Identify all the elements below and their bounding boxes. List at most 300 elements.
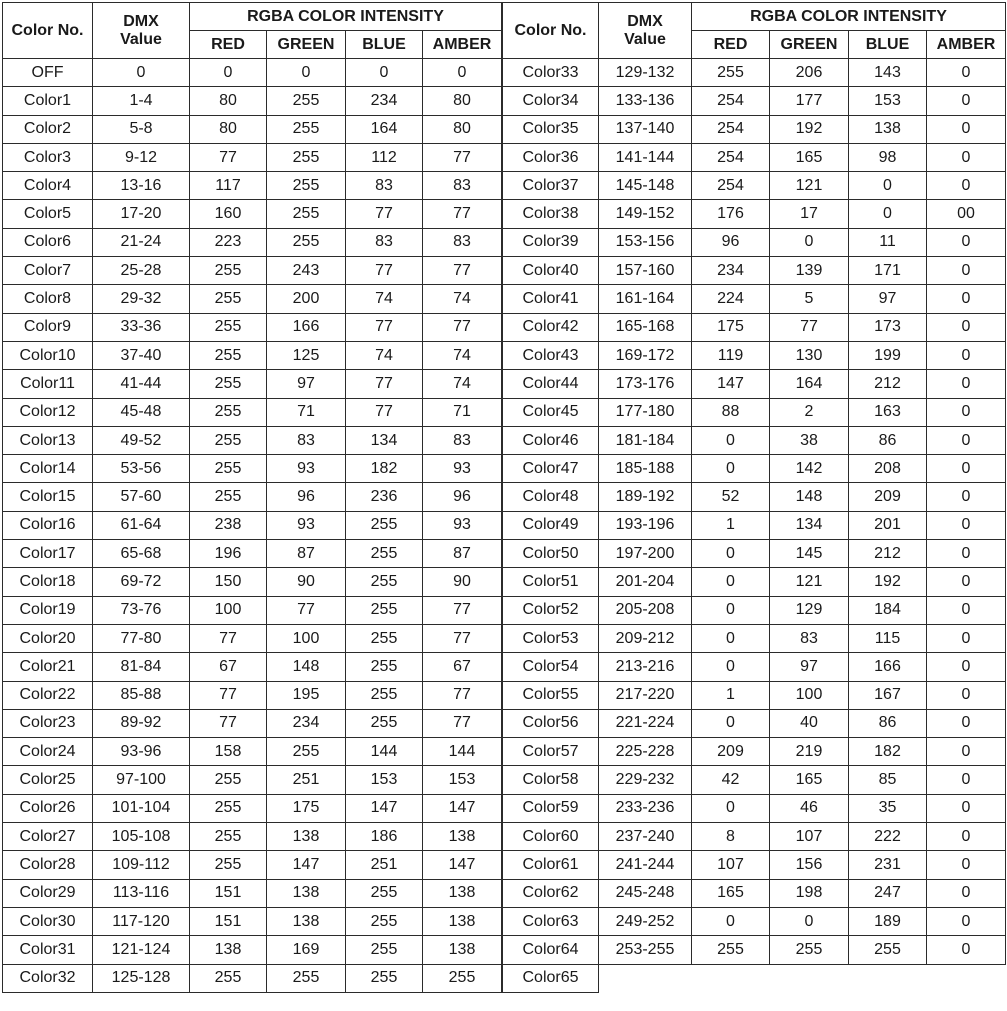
cell-red: 234 — [692, 257, 770, 285]
cell-red: 52 — [692, 483, 770, 511]
cell-dmx-value: 29-32 — [93, 285, 190, 313]
cell-dmx-value: 89-92 — [93, 709, 190, 737]
cell-blue: 86 — [849, 709, 927, 737]
cell-green: 138 — [267, 879, 346, 907]
cell-dmx-value: 73-76 — [93, 596, 190, 624]
cell-blue: 234 — [346, 87, 423, 115]
cell-dmx-value: 245-248 — [599, 879, 692, 907]
header-rgba-group: RGBA COLOR INTENSITY — [692, 3, 1006, 31]
table-row — [503, 511, 1006, 539]
cell-red: 176 — [692, 200, 770, 228]
cell-blue: 74 — [346, 285, 423, 313]
cell-red: 255 — [190, 426, 267, 454]
cell-amber: 77 — [423, 313, 502, 341]
cell-color-no: Color14 — [3, 455, 93, 483]
cell-amber: 77 — [423, 257, 502, 285]
cell-green: 121 — [770, 568, 849, 596]
cell-color-no: Color22 — [3, 681, 93, 709]
cell-blue: 184 — [849, 596, 927, 624]
cell-dmx-value: 53-56 — [93, 455, 190, 483]
cell-red: 100 — [190, 596, 267, 624]
table-row — [503, 143, 1006, 171]
cell-color-no: Color38 — [503, 200, 599, 228]
table-row — [503, 823, 1006, 851]
cell-dmx-value: 173-176 — [599, 370, 692, 398]
cell-green: 129 — [770, 596, 849, 624]
cell-green: 77 — [770, 313, 849, 341]
cell-dmx-value: 97-100 — [93, 766, 190, 794]
cell-color-no: Color23 — [3, 709, 93, 737]
cell-amber: 138 — [423, 879, 502, 907]
table-row — [503, 398, 1006, 426]
cell-dmx-value: 177-180 — [599, 398, 692, 426]
cell-color-no: Color18 — [3, 568, 93, 596]
cell-amber: 77 — [423, 596, 502, 624]
cell-red: 255 — [190, 455, 267, 483]
table-row — [503, 766, 1006, 794]
cell-green: 2 — [770, 398, 849, 426]
cell-dmx-value: 57-60 — [93, 483, 190, 511]
cell-amber: 0 — [927, 624, 1006, 652]
cell-blue: 255 — [346, 568, 423, 596]
cell-amber: 74 — [423, 370, 502, 398]
color-table-right — [502, 2, 1006, 993]
cell-dmx-value: 81-84 — [93, 653, 190, 681]
table-row — [503, 426, 1006, 454]
cell-dmx-value: 181-184 — [599, 426, 692, 454]
cell-color-no: Color60 — [503, 823, 599, 851]
cell-red: 0 — [692, 568, 770, 596]
cell-amber: 77 — [423, 624, 502, 652]
cell-amber: 0 — [927, 398, 1006, 426]
cell-amber: 83 — [423, 172, 502, 200]
cell-red: 254 — [692, 87, 770, 115]
cell-amber: 0 — [927, 936, 1006, 964]
cell-dmx-value: 185-188 — [599, 455, 692, 483]
cell-dmx-value: 117-120 — [93, 907, 190, 935]
cell-amber: 0 — [927, 540, 1006, 568]
cell-dmx-value: 65-68 — [93, 540, 190, 568]
cell-green: 77 — [267, 596, 346, 624]
empty-cell — [599, 964, 1006, 992]
cell-amber: 0 — [927, 313, 1006, 341]
cell-green: 255 — [267, 738, 346, 766]
cell-color-no: Color21 — [3, 653, 93, 681]
table-row — [503, 964, 1006, 992]
table-row — [3, 681, 502, 709]
cell-red: 254 — [692, 143, 770, 171]
cell-red: 77 — [190, 709, 267, 737]
table-row — [503, 200, 1006, 228]
cell-color-no: Color8 — [3, 285, 93, 313]
table-row — [503, 257, 1006, 285]
cell-amber: 00 — [927, 200, 1006, 228]
table-row — [3, 398, 502, 426]
cell-amber: 0 — [927, 172, 1006, 200]
cell-dmx-value: 45-48 — [93, 398, 190, 426]
cell-blue: 255 — [346, 681, 423, 709]
cell-color-no: Color62 — [503, 879, 599, 907]
table-row — [503, 851, 1006, 879]
cell-amber: 138 — [423, 823, 502, 851]
cell-green: 156 — [770, 851, 849, 879]
cell-green: 192 — [770, 115, 849, 143]
cell-dmx-value: 221-224 — [599, 709, 692, 737]
cell-color-no: Color42 — [503, 313, 599, 341]
cell-red: 0 — [692, 596, 770, 624]
cell-dmx-value: 189-192 — [599, 483, 692, 511]
cell-blue: 77 — [346, 257, 423, 285]
cell-amber: 0 — [927, 738, 1006, 766]
table-row — [3, 738, 502, 766]
header-red: RED — [692, 31, 770, 59]
cell-dmx-value: 37-40 — [93, 341, 190, 369]
cell-dmx-value: 101-104 — [93, 794, 190, 822]
cell-color-no: Color15 — [3, 483, 93, 511]
header-green: GREEN — [267, 31, 346, 59]
cell-blue: 199 — [849, 341, 927, 369]
cell-green: 17 — [770, 200, 849, 228]
cell-red: 117 — [190, 172, 267, 200]
cell-red: 238 — [190, 511, 267, 539]
cell-red: 0 — [692, 540, 770, 568]
cell-green: 206 — [770, 59, 849, 87]
cell-blue: 85 — [849, 766, 927, 794]
cell-red: 0 — [692, 907, 770, 935]
table-row — [503, 738, 1006, 766]
table-row — [3, 823, 502, 851]
cell-blue: 86 — [849, 426, 927, 454]
cell-blue: 0 — [849, 172, 927, 200]
cell-color-no: Color3 — [3, 143, 93, 171]
cell-color-no: Color16 — [3, 511, 93, 539]
table-row — [3, 540, 502, 568]
cell-dmx-value: 157-160 — [599, 257, 692, 285]
cell-red: 255 — [190, 851, 267, 879]
cell-red: 255 — [190, 398, 267, 426]
cell-dmx-value: 233-236 — [599, 794, 692, 822]
cell-amber: 0 — [927, 681, 1006, 709]
cell-blue: 209 — [849, 483, 927, 511]
cell-color-no: OFF — [3, 59, 93, 87]
cell-green: 0 — [770, 228, 849, 256]
cell-amber: 147 — [423, 851, 502, 879]
cell-blue: 255 — [849, 936, 927, 964]
cell-red: 1 — [692, 511, 770, 539]
cell-red: 151 — [190, 879, 267, 907]
table-row — [503, 341, 1006, 369]
cell-red: 158 — [190, 738, 267, 766]
cell-amber: 0 — [927, 370, 1006, 398]
cell-blue: 247 — [849, 879, 927, 907]
cell-color-no: Color9 — [3, 313, 93, 341]
cell-color-no: Color39 — [503, 228, 599, 256]
cell-amber: 0 — [927, 511, 1006, 539]
cell-dmx-value: 113-116 — [93, 879, 190, 907]
cell-color-no: Color52 — [503, 596, 599, 624]
table-row — [503, 172, 1006, 200]
cell-red: 119 — [692, 341, 770, 369]
cell-red: 147 — [692, 370, 770, 398]
cell-green: 165 — [770, 143, 849, 171]
header-dmx-value — [93, 3, 190, 59]
cell-dmx-value: 241-244 — [599, 851, 692, 879]
table-row — [503, 483, 1006, 511]
cell-dmx-value: 197-200 — [599, 540, 692, 568]
table-row — [3, 87, 502, 115]
cell-color-no: Color43 — [503, 341, 599, 369]
cell-dmx-value: 169-172 — [599, 341, 692, 369]
cell-red: 255 — [190, 341, 267, 369]
table-row — [503, 87, 1006, 115]
table-row — [3, 624, 502, 652]
cell-amber: 0 — [927, 455, 1006, 483]
cell-dmx-value: 25-28 — [93, 257, 190, 285]
table-row — [503, 313, 1006, 341]
cell-green: 255 — [267, 200, 346, 228]
cell-dmx-value: 5-8 — [93, 115, 190, 143]
cell-green: 87 — [267, 540, 346, 568]
header-dmx-line2: Value — [120, 30, 162, 48]
table-row — [3, 143, 502, 171]
header-color-no: Color No. — [3, 3, 93, 59]
cell-red: 223 — [190, 228, 267, 256]
cell-color-no: Color1 — [3, 87, 93, 115]
table-row — [503, 568, 1006, 596]
header-dmx-line2: Value — [624, 30, 666, 48]
table-row — [503, 455, 1006, 483]
cell-red: 255 — [692, 936, 770, 964]
table-row — [503, 624, 1006, 652]
cell-blue: 186 — [346, 823, 423, 851]
cell-blue: 201 — [849, 511, 927, 539]
cell-green: 234 — [267, 709, 346, 737]
cell-color-no: Color65 — [503, 964, 599, 992]
cell-amber: 147 — [423, 794, 502, 822]
cell-amber: 77 — [423, 681, 502, 709]
cell-red: 209 — [692, 738, 770, 766]
cell-blue: 192 — [849, 568, 927, 596]
table-row — [503, 709, 1006, 737]
cell-color-no: Color41 — [503, 285, 599, 313]
cell-color-no: Color44 — [503, 370, 599, 398]
cell-red: 150 — [190, 568, 267, 596]
cell-red: 254 — [692, 172, 770, 200]
cell-blue: 153 — [849, 87, 927, 115]
table-row — [3, 59, 502, 87]
cell-green: 142 — [770, 455, 849, 483]
cell-color-no: Color51 — [503, 568, 599, 596]
cell-amber: 93 — [423, 511, 502, 539]
cell-amber: 0 — [927, 596, 1006, 624]
cell-blue: 173 — [849, 313, 927, 341]
cell-green: 255 — [770, 936, 849, 964]
cell-red: 151 — [190, 907, 267, 935]
cell-dmx-value: 249-252 — [599, 907, 692, 935]
cell-blue: 171 — [849, 257, 927, 285]
table-row — [503, 794, 1006, 822]
cell-dmx-value: 193-196 — [599, 511, 692, 539]
cell-green: 195 — [267, 681, 346, 709]
cell-red: 0 — [692, 709, 770, 737]
cell-blue: 189 — [849, 907, 927, 935]
cell-blue: 74 — [346, 341, 423, 369]
cell-red: 0 — [692, 653, 770, 681]
table-row — [503, 285, 1006, 313]
table-row — [503, 540, 1006, 568]
table-row — [503, 907, 1006, 935]
cell-green: 255 — [267, 964, 346, 992]
table-row — [503, 228, 1006, 256]
cell-green: 134 — [770, 511, 849, 539]
cell-dmx-value: 13-16 — [93, 172, 190, 200]
cell-red: 88 — [692, 398, 770, 426]
cell-green: 100 — [770, 681, 849, 709]
cell-color-no: Color24 — [3, 738, 93, 766]
cell-green: 148 — [770, 483, 849, 511]
cell-blue: 167 — [849, 681, 927, 709]
color-table-left-body — [3, 59, 502, 993]
cell-dmx-value: 165-168 — [599, 313, 692, 341]
cell-blue: 97 — [849, 285, 927, 313]
cell-dmx-value: 21-24 — [93, 228, 190, 256]
cell-amber: 96 — [423, 483, 502, 511]
cell-color-no: Color59 — [503, 794, 599, 822]
cell-red: 8 — [692, 823, 770, 851]
cell-amber: 0 — [423, 59, 502, 87]
cell-color-no: Color64 — [503, 936, 599, 964]
cell-color-no: Color45 — [503, 398, 599, 426]
cell-green: 255 — [267, 172, 346, 200]
cell-amber: 67 — [423, 653, 502, 681]
cell-amber: 93 — [423, 455, 502, 483]
cell-green: 90 — [267, 568, 346, 596]
table-row — [3, 257, 502, 285]
cell-green: 83 — [267, 426, 346, 454]
cell-blue: 251 — [346, 851, 423, 879]
header-blue: BLUE — [849, 31, 927, 59]
cell-green: 169 — [267, 936, 346, 964]
cell-color-no: Color48 — [503, 483, 599, 511]
cell-dmx-value: 105-108 — [93, 823, 190, 851]
cell-amber: 0 — [927, 426, 1006, 454]
table-row — [3, 483, 502, 511]
table-row — [3, 964, 502, 992]
table-row — [3, 511, 502, 539]
cell-blue: 255 — [346, 879, 423, 907]
cell-amber: 0 — [927, 709, 1006, 737]
cell-green: 5 — [770, 285, 849, 313]
cell-color-no: Color11 — [3, 370, 93, 398]
cell-amber: 0 — [927, 143, 1006, 171]
cell-blue: 236 — [346, 483, 423, 511]
cell-color-no: Color55 — [503, 681, 599, 709]
cell-blue: 112 — [346, 143, 423, 171]
cell-red: 255 — [190, 285, 267, 313]
table-row — [3, 907, 502, 935]
cell-dmx-value: 217-220 — [599, 681, 692, 709]
cell-color-no: Color54 — [503, 653, 599, 681]
cell-green: 0 — [267, 59, 346, 87]
table-row — [3, 115, 502, 143]
cell-dmx-value: 205-208 — [599, 596, 692, 624]
table-row — [3, 596, 502, 624]
cell-dmx-value: 93-96 — [93, 738, 190, 766]
cell-amber: 0 — [927, 59, 1006, 87]
table-row — [503, 59, 1006, 87]
table-row — [503, 653, 1006, 681]
cell-red: 255 — [692, 59, 770, 87]
cell-amber: 90 — [423, 568, 502, 596]
table-row — [3, 794, 502, 822]
cell-color-no: Color19 — [3, 596, 93, 624]
cell-color-no: Color6 — [3, 228, 93, 256]
cell-amber: 83 — [423, 426, 502, 454]
cell-dmx-value: 137-140 — [599, 115, 692, 143]
cell-color-no: Color40 — [503, 257, 599, 285]
cell-blue: 255 — [346, 936, 423, 964]
cell-green: 46 — [770, 794, 849, 822]
cell-red: 224 — [692, 285, 770, 313]
cell-dmx-value: 153-156 — [599, 228, 692, 256]
table-row — [3, 568, 502, 596]
table-row — [3, 936, 502, 964]
cell-green: 165 — [770, 766, 849, 794]
cell-color-no: Color49 — [503, 511, 599, 539]
table-row — [3, 228, 502, 256]
cell-color-no: Color35 — [503, 115, 599, 143]
header-dmx-line1: DMX — [123, 12, 159, 30]
cell-dmx-value: 225-228 — [599, 738, 692, 766]
cell-blue: 115 — [849, 624, 927, 652]
cell-red: 255 — [190, 964, 267, 992]
cell-green: 93 — [267, 455, 346, 483]
cell-red: 160 — [190, 200, 267, 228]
cell-color-no: Color34 — [503, 87, 599, 115]
cell-green: 219 — [770, 738, 849, 766]
cell-green: 255 — [267, 228, 346, 256]
cell-amber: 138 — [423, 907, 502, 935]
cell-red: 0 — [692, 624, 770, 652]
cell-color-no: Color37 — [503, 172, 599, 200]
cell-blue: 163 — [849, 398, 927, 426]
cell-dmx-value: 61-64 — [93, 511, 190, 539]
table-row — [503, 936, 1006, 964]
cell-red: 255 — [190, 483, 267, 511]
table-row — [3, 341, 502, 369]
cell-dmx-value: 1-4 — [93, 87, 190, 115]
cell-green: 125 — [267, 341, 346, 369]
cell-dmx-value: 49-52 — [93, 426, 190, 454]
header-dmx-line1: DMX — [627, 12, 663, 30]
table-row — [503, 596, 1006, 624]
cell-amber: 0 — [927, 879, 1006, 907]
cell-amber: 80 — [423, 115, 502, 143]
cell-amber: 0 — [927, 115, 1006, 143]
cell-color-no: Color13 — [3, 426, 93, 454]
cell-red: 96 — [692, 228, 770, 256]
cell-color-no: Color27 — [3, 823, 93, 851]
cell-amber: 0 — [927, 483, 1006, 511]
cell-dmx-value: 41-44 — [93, 370, 190, 398]
cell-red: 255 — [190, 823, 267, 851]
cell-green: 255 — [267, 143, 346, 171]
cell-color-no: Color53 — [503, 624, 599, 652]
cell-dmx-value: 237-240 — [599, 823, 692, 851]
cell-blue: 255 — [346, 907, 423, 935]
cell-amber: 0 — [927, 766, 1006, 794]
cell-dmx-value: 9-12 — [93, 143, 190, 171]
